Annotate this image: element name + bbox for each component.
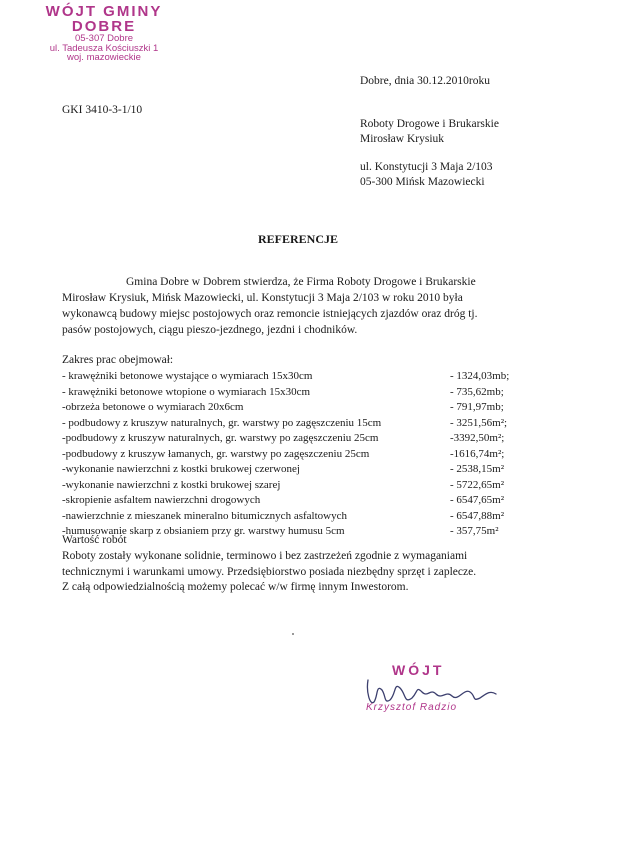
stamp-title-line2: DOBRE	[71, 18, 137, 35]
scope-item-desc: -podbudowy z kruszyw łamanych, gr. warstwy po zagęszczeniu 25cm	[62, 447, 370, 460]
scope-item-desc: - krawężniki betonowe wtopione o wymiarach 15x30cm	[62, 385, 311, 398]
intro-line-2: Mirosław Krysiuk, Mińsk Mazowiecki, ul. Konstytucji 3 Maja 2/103 w roku 2010 była	[62, 292, 463, 304]
scope-item-value: - 6547,88m²	[450, 509, 505, 522]
closing-line-2: technicznymi i warunkami umowy. Przedsiębiorstwo posiada niezbędny sprzęt i zaplecze.	[62, 565, 477, 578]
scope-heading: Zakres prac obejmował:	[62, 354, 174, 366]
scope-item-value: -3392,50m²;	[450, 432, 505, 444]
stamp-street: ul. Tadeusza Kościuszki 1	[49, 42, 159, 54]
scope-item	[62, 369, 532, 385]
scope-item	[62, 416, 532, 432]
closing-paragraph	[62, 533, 532, 596]
scope-item-value: - 735,62mb;	[450, 385, 504, 398]
stamp-postcode: 05-307 Dobre	[74, 33, 134, 44]
stamp-region: woj. mazowieckie	[67, 52, 141, 63]
office-stamp	[4, 4, 204, 63]
closing-line-3: Z całą odpowiedzialnością możemy polecać w/w firmę innym Inwestorom.	[62, 581, 409, 594]
scope-item	[62, 509, 532, 525]
scope-item-desc: -wykonanie nawierzchni z kostki brukowej czerwonej	[62, 463, 300, 475]
scope-item-desc: -skropienie asfaltem nawierzchni drogowych	[62, 494, 261, 506]
scope-item	[62, 400, 532, 416]
scope-item-value: - 357,75m²	[450, 525, 499, 537]
scope-item-desc: - krawężniki betonowe wystające o wymiarach 15x30cm	[62, 370, 313, 382]
scope-item-value: - 1324,03mb;	[450, 370, 510, 382]
scope-item	[62, 478, 532, 494]
reference-number: GKI 3410-3-1/10	[62, 104, 143, 116]
date-line: Dobre, dnia 30.12.2010roku	[360, 75, 490, 87]
intro-line-3: wykonawcą budowy miejsc postojowych oraz remoncie istniejących zjazdów oraz dróg tj.	[62, 308, 478, 320]
scope-item-value: - 3251,56m²;	[450, 416, 508, 429]
scope-item-desc: - podbudowy z kruszyw naturalnych, gr. warstwy po zagęszczeniu 15cm	[62, 416, 382, 429]
closing-line-1: Roboty zostały wykonane solidnie, terminowo i bez zastrzeżeń zgodnie z wymaganiami	[62, 549, 468, 562]
scan-speck	[292, 633, 294, 635]
signature-block	[360, 662, 500, 722]
document-title: REFERENCJE	[258, 232, 339, 246]
scope-item-desc: -podbudowy z kruszyw naturalnych, gr. warstwy po zagęszczeniu 25cm	[62, 432, 379, 444]
addressee-city: 05-300 Mińsk Mazowiecki	[360, 176, 485, 188]
addressee-street: ul. Konstytucji 3 Maja 2/103	[360, 161, 493, 173]
addressee-name-2: Mirosław Krysiuk	[360, 133, 445, 145]
scope-item	[62, 493, 532, 509]
scope-item-value: - 5722,65m²	[450, 478, 505, 491]
intro-line-1: Gmina Dobre w Dobrem stwierdza, że Firma Roboty Drogowe i Brukarskie	[126, 276, 476, 288]
scope-item	[62, 385, 532, 401]
scope-item	[62, 462, 532, 478]
scope-item-value: - 6547,65m²	[450, 494, 505, 506]
intro-line-4: pasów postojowych, ciągu pieszo-jezdnego, jezdni i chodników.	[62, 324, 358, 336]
scope-item	[62, 447, 532, 463]
scope-item-value: -1616,74m²;	[450, 447, 505, 460]
scope-of-work	[62, 353, 532, 540]
scope-item	[62, 431, 532, 447]
intro-paragraph	[62, 274, 532, 338]
seal-title: WÓJT	[392, 662, 445, 678]
addressee-name-1: Roboty Drogowe i Brukarskie	[360, 118, 499, 130]
stamp-title-line1: WÓJT GMINY	[45, 3, 163, 20]
scope-item-desc: -obrzeża betonowe o wymiarach 20x6cm	[62, 401, 244, 413]
seal-name: Krzysztof Radzio	[366, 702, 458, 713]
scope-item-value: - 2538,15m²	[450, 463, 505, 475]
scope-item-desc: -nawierzchnie z mieszanek mineralno bitumicznych asfaltowych	[62, 509, 347, 522]
closing-heading: Wartość robót	[62, 534, 127, 546]
scope-item-value: - 791,97mb;	[450, 401, 504, 413]
scope-item-desc: -wykonanie nawierzchni z kostki brukowej szarej	[62, 478, 281, 491]
scope-item-desc: -humusowanie skarp z obsianiem przy gr. warstwy humusu 5cm	[62, 525, 345, 537]
